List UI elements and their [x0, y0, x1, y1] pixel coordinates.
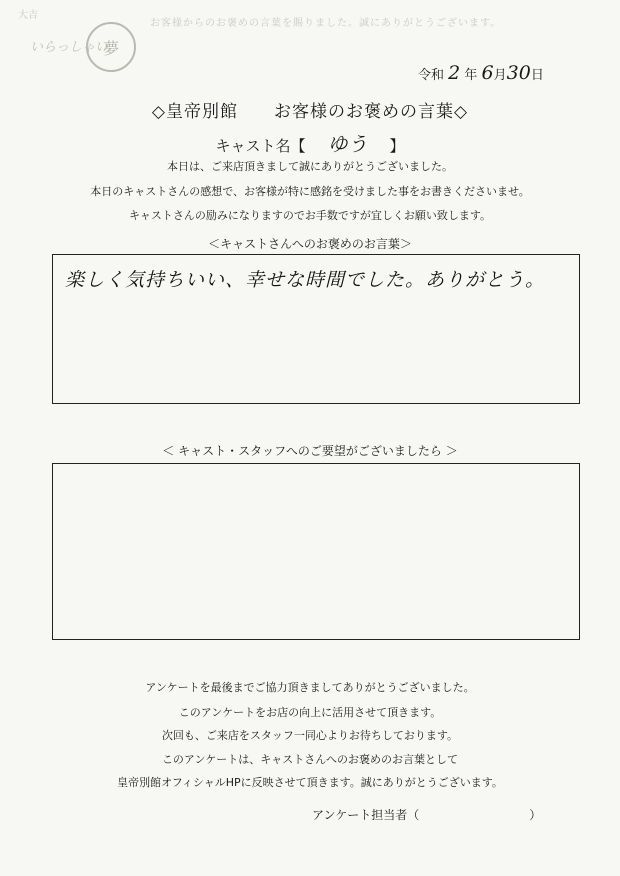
intro-line: 本日のキャストさんの感想で、お客様が特に感銘を受けました事をお書きくださいませ。 [90, 185, 530, 198]
stamp-caption: 大吉 [18, 10, 38, 21]
date-month-unit: 月 [493, 68, 507, 83]
intro-line: 本日は、ご来店頂きまして誠にありがとうございました。 [167, 160, 453, 173]
stamp-script: いらっしゃい [30, 40, 109, 55]
praise-heading: ＜キャストさんへのお褒めのお言葉＞ [208, 237, 412, 251]
cast-name-value[interactable]: ゆう [327, 132, 368, 156]
date-line [418, 62, 544, 84]
staff-label: アンケート担当者（ [312, 808, 420, 822]
bleed-through-text: お客様からのお褒めの言葉を賜りました。誠にありがとうございます。 [150, 18, 502, 29]
closing-line: このアンケートをお店の向上に活用させて頂きます。 [178, 706, 442, 719]
cast-name-label: キャスト名【 [215, 137, 306, 155]
closing-line: 次回も、ご来店をスタッフ一同心よりお待ちしております。 [161, 729, 459, 742]
intro-line: キャストさんの励みになりますのでお手数ですが宜しくお願い致します。 [128, 209, 492, 222]
stamp-glyph: 夢 [102, 38, 119, 58]
cast-name-row [0, 128, 620, 157]
request-field[interactable] [52, 463, 580, 640]
closing-line: このアンケートは、キャストさんへのお褒めのお言葉として [161, 753, 459, 766]
closing-line: アンケートを最後までご協力頂きましてありがとうございました。 [145, 681, 475, 694]
date-era: 令和 [418, 68, 445, 83]
date-year-unit: 年 [464, 68, 478, 83]
date-day-unit: 日 [530, 68, 544, 83]
cast-name-close: 】 [389, 137, 405, 155]
closing-line: 皇帝別館オフィシャルHPに反映させて頂きます。誠にありがとうございます。 [117, 776, 503, 789]
praise-handwritten-text: 楽しく気持ちいい、幸せな時間でした。ありがとう。 [65, 269, 546, 291]
form-title: ◇皇帝別館 お客様のお褒めの言葉◇ [151, 102, 469, 122]
praise-field[interactable] [52, 254, 580, 404]
staff-row [312, 806, 541, 823]
staff-close: ） [529, 808, 542, 822]
date-year: 2 [448, 62, 461, 84]
date-month: 6 [481, 62, 494, 84]
date-day: 30 [506, 62, 531, 84]
request-heading: ＜ キャスト・スタッフへのご要望がございましたら ＞ [162, 444, 458, 458]
